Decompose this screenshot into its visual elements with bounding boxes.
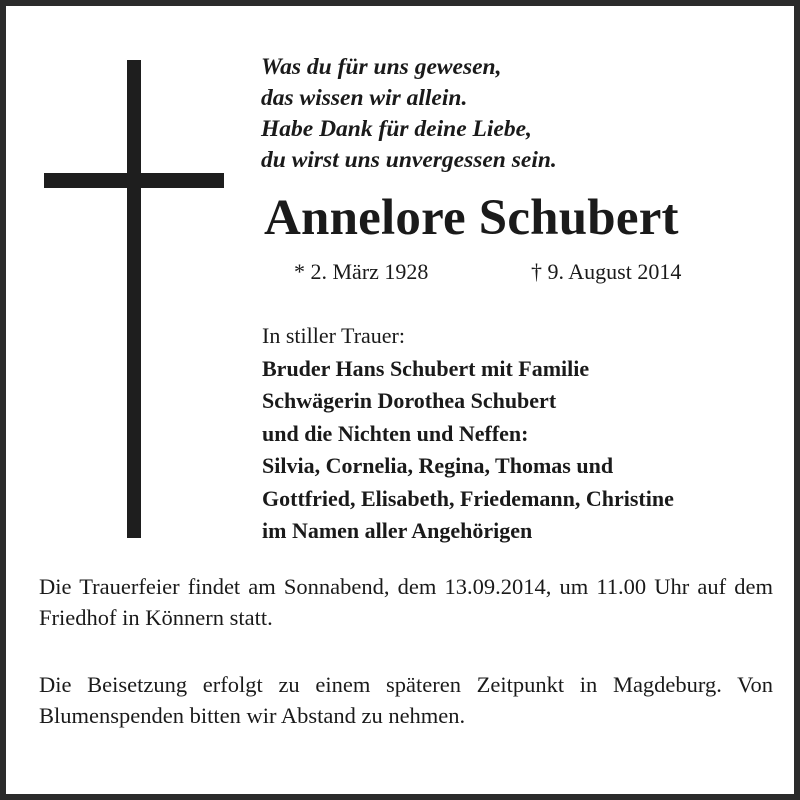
verse-line: Was du für uns gewesen, <box>261 54 502 80</box>
mourner-line: und die Nichten und Neffen: <box>262 420 529 446</box>
mourner-line: Gottfried, Elisabeth, Friedemann, Christine <box>262 485 674 511</box>
death-date: † 9. August 2014 <box>531 259 682 284</box>
mourner-line: Bruder Hans Schubert mit Familie <box>262 355 590 381</box>
burial-info: Die Beisetzung erfolgt zu einem späteren Zeitpunkt in Magdeburg. Von Blumenspenden bitten wir Abstand zu nehmen. <box>39 672 773 728</box>
funeral-service-info: Die Trauerfeier findet am Sonnabend, dem 13.09.2014, um 11.00 Uhr auf dem Friedhof in Könnern statt. <box>39 574 773 630</box>
verse-line: du wirst uns unvergessen sein. <box>261 147 557 173</box>
mourner-line: im Namen aller Angehörigen <box>262 518 533 543</box>
mourner-line: Schwägerin Dorothea Schubert <box>262 388 557 413</box>
deceased-name: Annelore Schubert <box>264 190 679 246</box>
mourners-list <box>262 320 674 548</box>
mourner-line: Silvia, Cornelia, Regina, Thomas und <box>262 453 614 478</box>
birth-date: * 2. März 1928 <box>294 259 429 284</box>
verse-line: Habe Dank für deine Liebe, <box>261 116 532 142</box>
mourners-intro: In stiller Trauer: <box>262 323 405 348</box>
cross-icon <box>127 60 141 538</box>
verse-line: das wissen wir allein. <box>261 85 468 111</box>
memorial-verse <box>261 52 557 176</box>
cross-icon-crossbar <box>44 173 224 188</box>
